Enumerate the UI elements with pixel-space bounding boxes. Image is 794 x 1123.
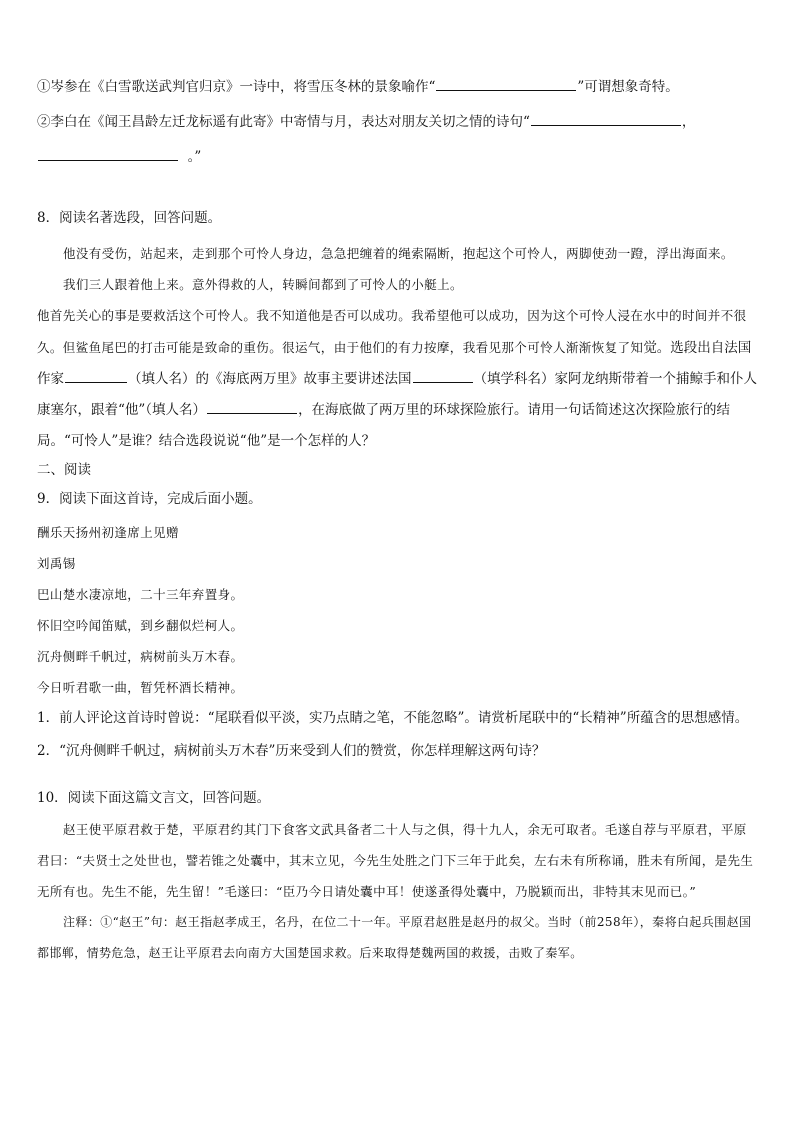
poem-title: 酬乐天扬州初逢席上见赠 [37, 525, 179, 540]
answer-blank[interactable] [38, 146, 178, 161]
q7-item2-text-a: ②李白在《闻王昌龄左迁龙标遥有此寄》中寄情与月，表达对朋友关切之情的诗句“ [37, 114, 530, 130]
q9-subquestion-1: 1．前人评论这首诗时曾说：“尾联看似平淡，实乃点睛之笔，不能忽略”。请赏析尾联中的“长精神”所蕴含的思想感情。 [37, 710, 749, 726]
q7-item1 [37, 76, 757, 97]
q7-item2-text-c: 。” [187, 149, 202, 165]
q8-question-part1: （填人名）的《海底两万里》故事主要讲述法国 [128, 371, 412, 387]
exam-page [37, 76, 757, 969]
q7-item2 [37, 111, 757, 132]
name-blank[interactable] [207, 399, 297, 414]
poem-line: 沉舟侧畔千帆过，病树前头万木春。 [37, 649, 244, 664]
q8-title: 8．阅读名著选段，回答问题。 [37, 210, 222, 226]
answer-blank[interactable] [436, 76, 576, 91]
q7-item1-text-a: ①岑参在《白雪歌送武判官归京》一诗中，将雪压冬林的景象喻作“ [37, 79, 436, 95]
poem-line: 怀旧空吟闻笛赋，到乡翻似烂柯人。 [37, 618, 244, 633]
q9-subquestion-2: 2．“沉舟侧畔千帆过，病树前头万木春”历来受到人们的赞赏，你怎样理解这两句诗？ [37, 743, 546, 759]
q7-item1-text-b: ”可谓想象奇特。 [577, 79, 679, 95]
q7-item2-cont [37, 146, 757, 167]
section-heading: 二、阅读 [37, 462, 91, 478]
q10-classical-text: 赵王使平原君救于楚，平原君约其门下食客文武具备者二十人与之俱，得十九人，余无可取者。毛遂自荐与平原君，平原君曰：“夫贤士之处世也，譬若锥之处囊中，其末立见，今先生处胜之门下三年于此矣，左右未有所称诵，胜未有所闻，是先生无所有也。先生不能，先生留！”毛遂曰：“臣乃今日请处囊中耳！使遂蚤得处囊中，乃脱颖而出，非特其末见而已。” [37, 822, 754, 899]
q8-excerpt-p2: 我们三人跟着他上来。意外得救的人，转瞬间都到了可怜人的小艇上。 [63, 277, 463, 292]
q10-title: 10．阅读下面这篇文言文，回答问题。 [37, 790, 271, 806]
poem-author: 刘禹锡 [37, 556, 76, 571]
q8-question-part2: （填学科名）家阿龙纳斯带着一个捕鲸手和仆人康塞尔，跟着“他”（填人名） [37, 371, 757, 418]
q9-title: 9．阅读下面这首诗，完成后面小题。 [37, 491, 262, 507]
q8-question-part3: ，在海底做了两万里的环球探险旅行。请用一句话简述这次探险旅行的结局。“可怜人”是谁？结合选段说说“他”是一个怎样的人？ [37, 402, 731, 449]
q10-note: 注释：①“赵王”句：赵王指赵孝成王，名丹，在位二十一年。平原君赵胜是赵丹的叔父。当时（前258年），秦将白起兵围赵国都邯郸，情势危急，赵王让平原君去向南方大国楚国求救。后来取得楚魏两国的救援，击败了秦军。 [37, 915, 752, 960]
author-blank[interactable] [65, 368, 127, 383]
answer-blank[interactable] [531, 111, 681, 126]
q7-item2-text-b: ， [681, 114, 696, 130]
q8-question-start: 觉。选段出自法国作家 [37, 340, 752, 387]
q8-excerpt-p1: 他没有受伤，站起来，走到那个可怜人身边，急急把缠着的绳索隔断，抱起这个可怜人，两脚使劲一蹬，浮出海面来。 [63, 246, 734, 261]
poem-line: 今日听君歌一曲，暂凭杯酒长精神。 [37, 680, 244, 695]
q8-excerpt-p3-question [37, 300, 757, 457]
subject-blank[interactable] [413, 368, 473, 383]
poem-line: 巴山楚水凄凉地，二十三年弃置身。 [37, 587, 244, 602]
q8-excerpt-p3: 他首先关心的事是要救活这个可怜人。我不知道他是否可以成功。我希望他可以成功，因为这个可怜人浸在水中的时间并不很久。但鲨鱼尾巴的打击可能是致命的重伤。很运气，由于他们的有力按摩，我看见那个可怜人渐渐恢复了知 [37, 308, 747, 355]
